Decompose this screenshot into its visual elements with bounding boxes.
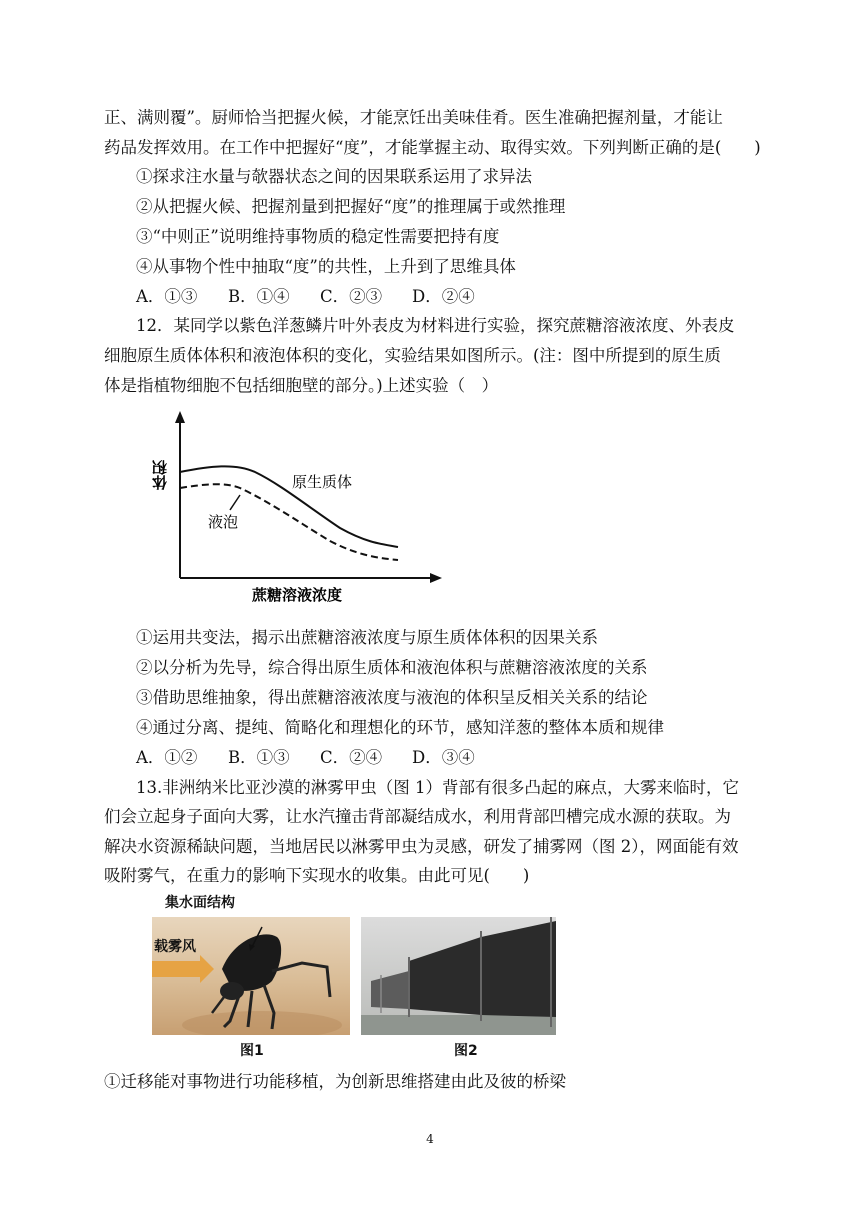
q13-line-1: 13.非洲纳米比亚沙漠的淋雾甲虫（图 1）背部有很多凸起的麻点，大雾来临时，它 <box>136 778 739 797</box>
volume-concentration-diagram <box>140 408 460 608</box>
q11-statement-3: ③“中则正”说明维持事物质的稳定性需要把持有度 <box>136 227 500 246</box>
fig2-caption: 图2 <box>454 1043 478 1059</box>
fig1-annotation-fog-wind: 载雾风 <box>154 939 196 955</box>
q12-statement-4: ④通过分离、提纯、简略化和理想化的环节，感知洋葱的整体本质和规律 <box>136 718 664 737</box>
q13-line-3: 解决水资源稀缺问题，当地居民以淋雾甲虫为灵感，研发了捕雾网（图 2），网面能有效 <box>104 837 739 856</box>
q11-option-b: B．①④ <box>228 287 290 306</box>
protoplast-label: 原生质体 <box>292 473 353 491</box>
y-axis-arrow <box>175 411 185 423</box>
fig1-annotation-water-collection: 集水面结构 <box>165 895 235 911</box>
intro-line-2: 药品发挥效用。在工作中把握好“度”，才能掌握主动、取得实效。下列判断正确的是( ) <box>104 138 761 157</box>
q13-line-4: 吸附雾气，在重力的影响下实现水的收集。由此可见( ) <box>104 866 530 885</box>
q12-option-b: B．①③ <box>228 748 290 767</box>
intro-line-1: 正、满则覆”。厨师恰当把握火候，才能烹饪出美味佳肴。医生准确把握剂量，才能让 <box>104 108 723 127</box>
x-axis-label: 蔗糖溶液浓度 <box>252 586 343 604</box>
q11-options <box>136 285 504 309</box>
q11-statement-1: ①探求注水量与欹器状态之间的因果联系运用了求异法 <box>136 167 532 186</box>
q11-statement-2: ②从把握火候、把握剂量到把握好“度”的推理属于或然推理 <box>136 197 566 216</box>
q12-line-3: 体是指植物细胞不包括细胞壁的部分。)上述实验（ ） <box>104 376 499 395</box>
protoplast-curve <box>180 466 398 547</box>
x-axis-arrow <box>430 573 442 583</box>
q11-option-d: D．②④ <box>412 287 475 306</box>
q12-line-1: 12．某同学以紫色洋葱鳞片叶外表皮为材料进行实验，探究蔗糖溶液浓度、外表皮 <box>136 316 735 335</box>
page-number: 4 <box>426 1132 434 1146</box>
q12-line-2: 细胞原生质体体积和液泡体积的变化，实验结果如图所示。(注：图中所提到的原生质 <box>104 346 721 365</box>
fig2-fog-net-photo <box>361 917 556 1035</box>
q11-option-a: A．①③ <box>136 287 198 306</box>
vacuole-label: 液泡 <box>208 513 239 531</box>
y-axis-label: 体积 <box>151 460 169 490</box>
q12-statement-3: ③借助思维抽象，得出蔗糖溶液浓度与液泡的体积呈反相关关系的结论 <box>136 688 648 707</box>
q12-option-a: A．①② <box>136 748 198 767</box>
fig1-caption: 图1 <box>240 1043 264 1059</box>
vacuole-pointer <box>230 495 240 510</box>
q12-statement-1: ①运用共变法，揭示出蔗糖溶液浓度与原生质体体积的因果关系 <box>136 628 598 647</box>
q13-statement-1: ①迁移能对事物进行功能移植，为创新思维搭建由此及彼的桥梁 <box>104 1072 566 1091</box>
q11-statement-4: ④从事物个性中抽取“度”的共性，上升到了思维具体 <box>136 257 516 276</box>
fig1-beetle-photo <box>152 917 350 1035</box>
q12-option-d: D．③④ <box>412 748 475 767</box>
q12-option-c: C．②④ <box>320 748 383 767</box>
q12-statement-2: ②以分析为先导，综合得出原生质体和液泡体积与蔗糖溶液浓度的关系 <box>136 658 648 677</box>
q11-option-c: C．②③ <box>320 287 383 306</box>
q12-options <box>136 746 504 770</box>
q13-line-2: 们会立起身子面向大雾，让水汽撞击背部凝结成水，利用背部凹槽完成水源的获取。为 <box>104 807 731 826</box>
